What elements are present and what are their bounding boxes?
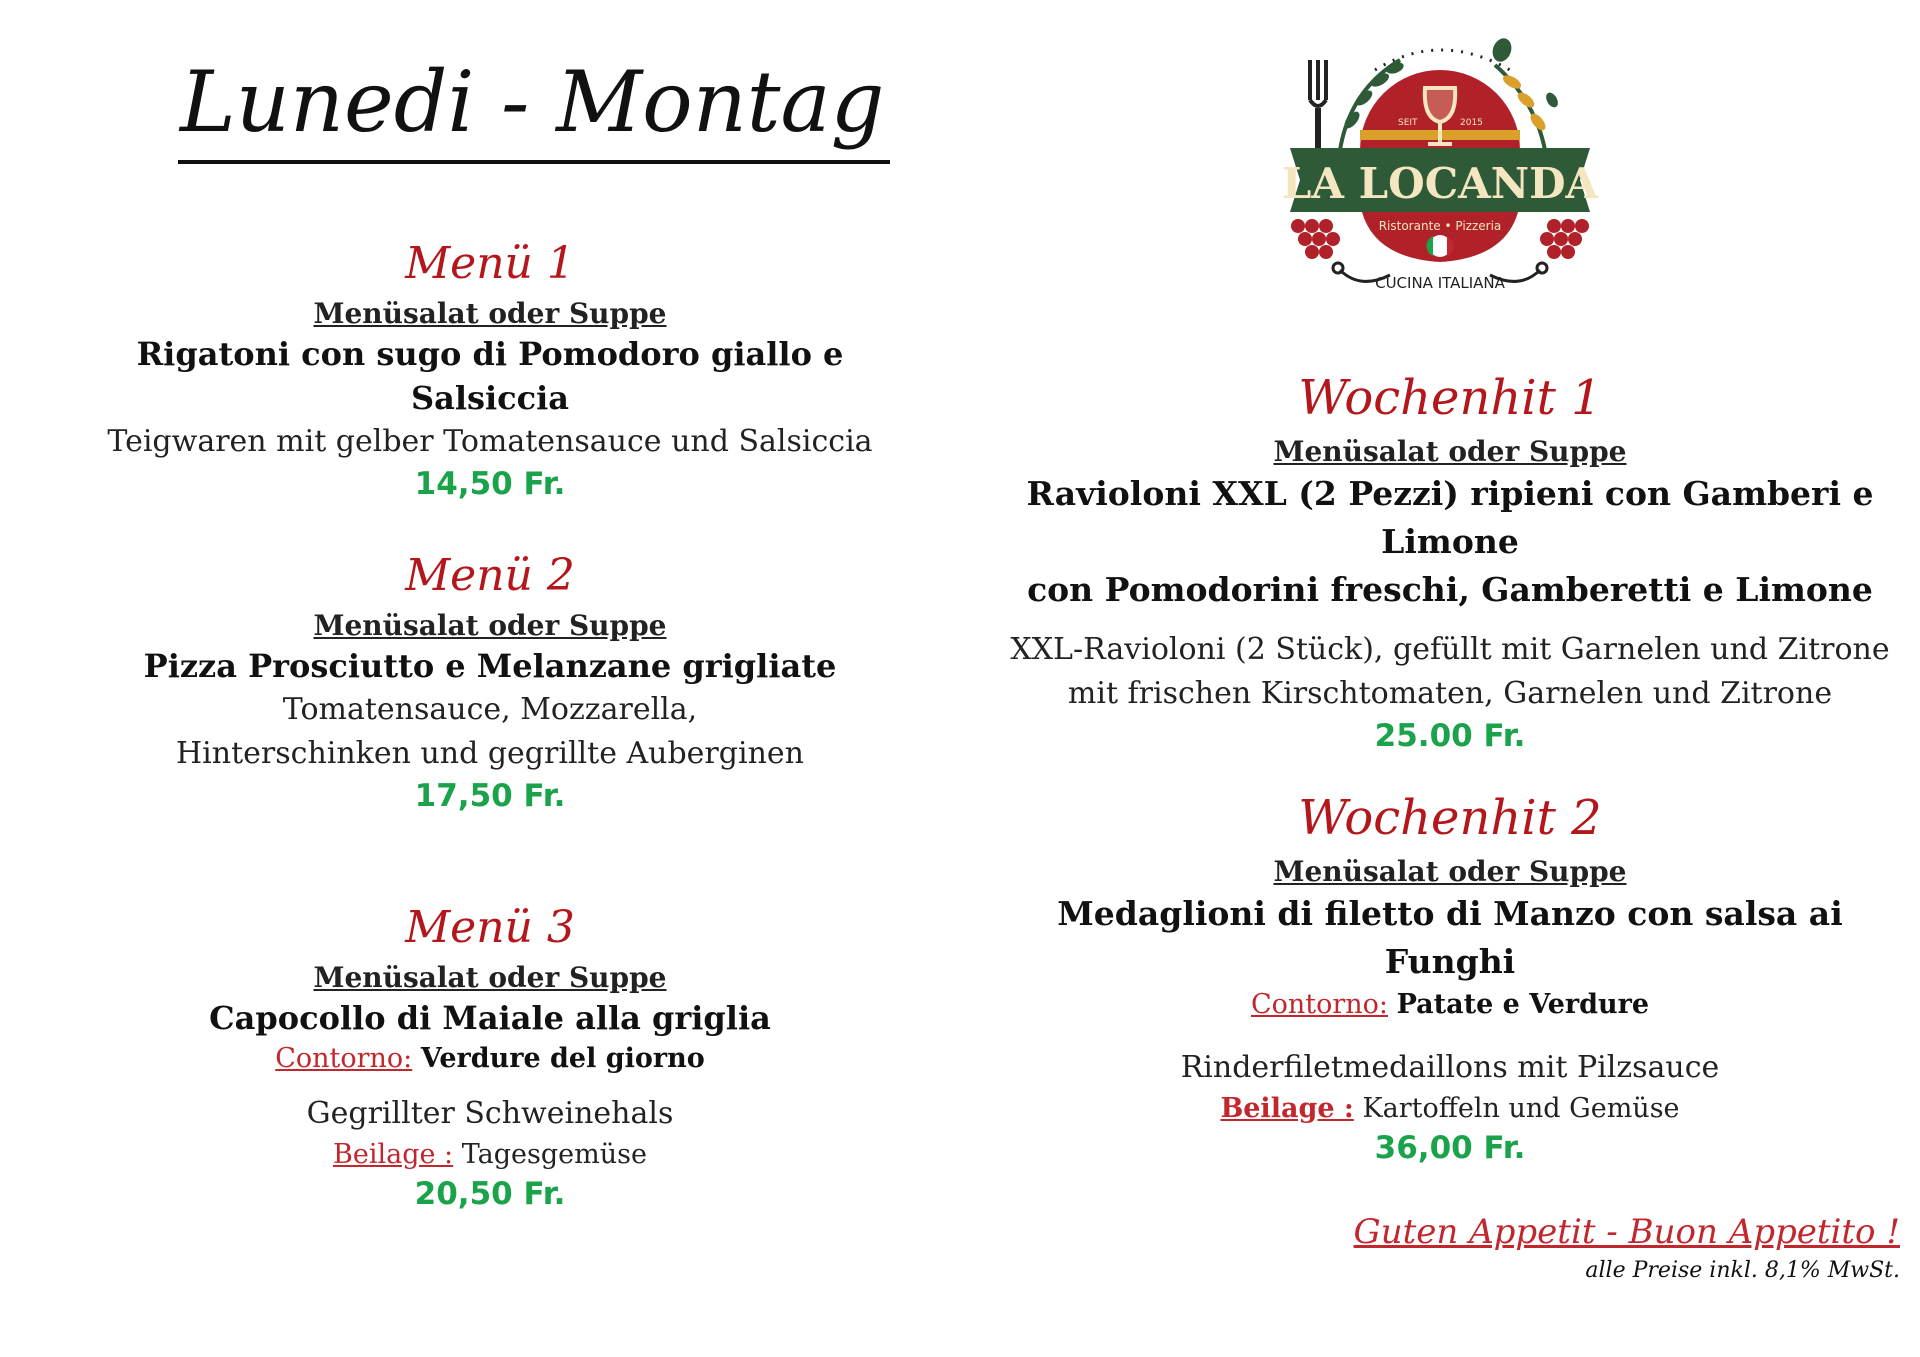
closing-note <box>1354 1210 1900 1288</box>
menu-price: 14,50 Fr. <box>414 466 566 502</box>
vat-note: alle Preise inkl. 8,1% MwSt. <box>1585 1258 1900 1283</box>
menu-3 <box>90 900 890 1214</box>
side-label: Beilage : <box>1220 1093 1354 1124</box>
logo-year: 2015 <box>1460 118 1483 128</box>
logo-name: LA LOCANDA <box>1281 159 1599 208</box>
side-value: Verdure del giorno <box>420 1043 705 1074</box>
menu-title: Menü 2 <box>405 550 575 601</box>
menu-2 <box>90 548 890 816</box>
weekly-special-1 <box>1010 370 1890 756</box>
greeting: Guten Appetit - Buon Appetito ! <box>1353 1212 1900 1252</box>
menu-starter: Menüsalat oder Suppe <box>313 961 667 994</box>
dish-italian: Pizza Prosciutto e Melanzane grigliate <box>143 647 837 685</box>
special-starter: Menüsalat oder Suppe <box>1273 435 1627 468</box>
weekly-special-2 <box>1010 790 1890 1168</box>
side-italian <box>90 1040 890 1078</box>
dish-italian: con Pomodorini freschi, Gamberetti e Limone <box>1027 570 1873 609</box>
special-price: 25.00 Fr. <box>1374 718 1526 754</box>
menu-starter: Menüsalat oder Suppe <box>313 609 667 642</box>
dish-german: mit frischen Kirschtomaten, Garnelen und Zitrone <box>1067 676 1833 711</box>
dish-italian: Rigatoni con sugo di Pomodoro giallo e Salsiccia <box>136 335 844 417</box>
dish-german: Tomatensauce, Mozzarella, <box>282 692 698 727</box>
dish-german: XXL-Ravioloni (2 Stück), gefüllt mit Garnelen und Zitrone <box>1010 632 1890 667</box>
dish-german: Hinterschinken und gegrillte Auberginen <box>176 736 804 771</box>
weekly-specials-column <box>1010 0 1890 1357</box>
special-title: Wochenhit 1 <box>1298 370 1602 426</box>
dish-german: Teigwaren mit gelber Tomatensauce und Salsiccia <box>107 424 873 459</box>
menu-starter: Menüsalat oder Suppe <box>313 297 667 330</box>
side-label: Beilage : <box>333 1139 454 1170</box>
dish-italian: Medaglioni di filetto di Manzo con salsa ai Funghi <box>1057 894 1843 981</box>
side-value: Patate e Verdure <box>1396 989 1650 1020</box>
side-german <box>1010 1090 1890 1128</box>
day-title: Lunedi - Montag <box>178 52 890 164</box>
logo-since: SEIT <box>1398 118 1418 128</box>
menu-1 <box>90 236 890 504</box>
logo-cuisine: CUCINA ITALIANA <box>1375 274 1505 292</box>
dish-german: Rinderfiletmedaillons mit Pilzsauce <box>1180 1050 1720 1085</box>
menu-price: 17,50 Fr. <box>414 778 566 814</box>
menu-price: 20,50 Fr. <box>414 1176 566 1212</box>
side-italian <box>1010 986 1890 1024</box>
side-value: Kartoffeln und Gemüse <box>1362 1093 1680 1124</box>
special-price: 36,00 Fr. <box>1374 1130 1526 1166</box>
dish-german: Gegrillter Schweinehals <box>306 1096 674 1131</box>
side-label: Contorno: <box>275 1043 413 1074</box>
side-german <box>90 1136 890 1174</box>
menu-title: Menü 3 <box>405 902 575 953</box>
side-value: Tagesgemüse <box>461 1139 647 1170</box>
special-starter: Menüsalat oder Suppe <box>1273 855 1627 888</box>
side-label: Contorno: <box>1250 989 1388 1020</box>
special-title: Wochenhit 2 <box>1298 790 1602 846</box>
dish-italian: Capocollo di Maiale alla griglia <box>209 999 771 1037</box>
logo-tagline: Ristorante • Pizzeria <box>1378 219 1502 233</box>
dish-italian: Ravioloni XXL (2 Pezzi) ripieni con Gamberi e Limone <box>1026 474 1874 561</box>
menu-title: Menü 1 <box>405 238 575 289</box>
daily-menus-column <box>90 0 890 1357</box>
